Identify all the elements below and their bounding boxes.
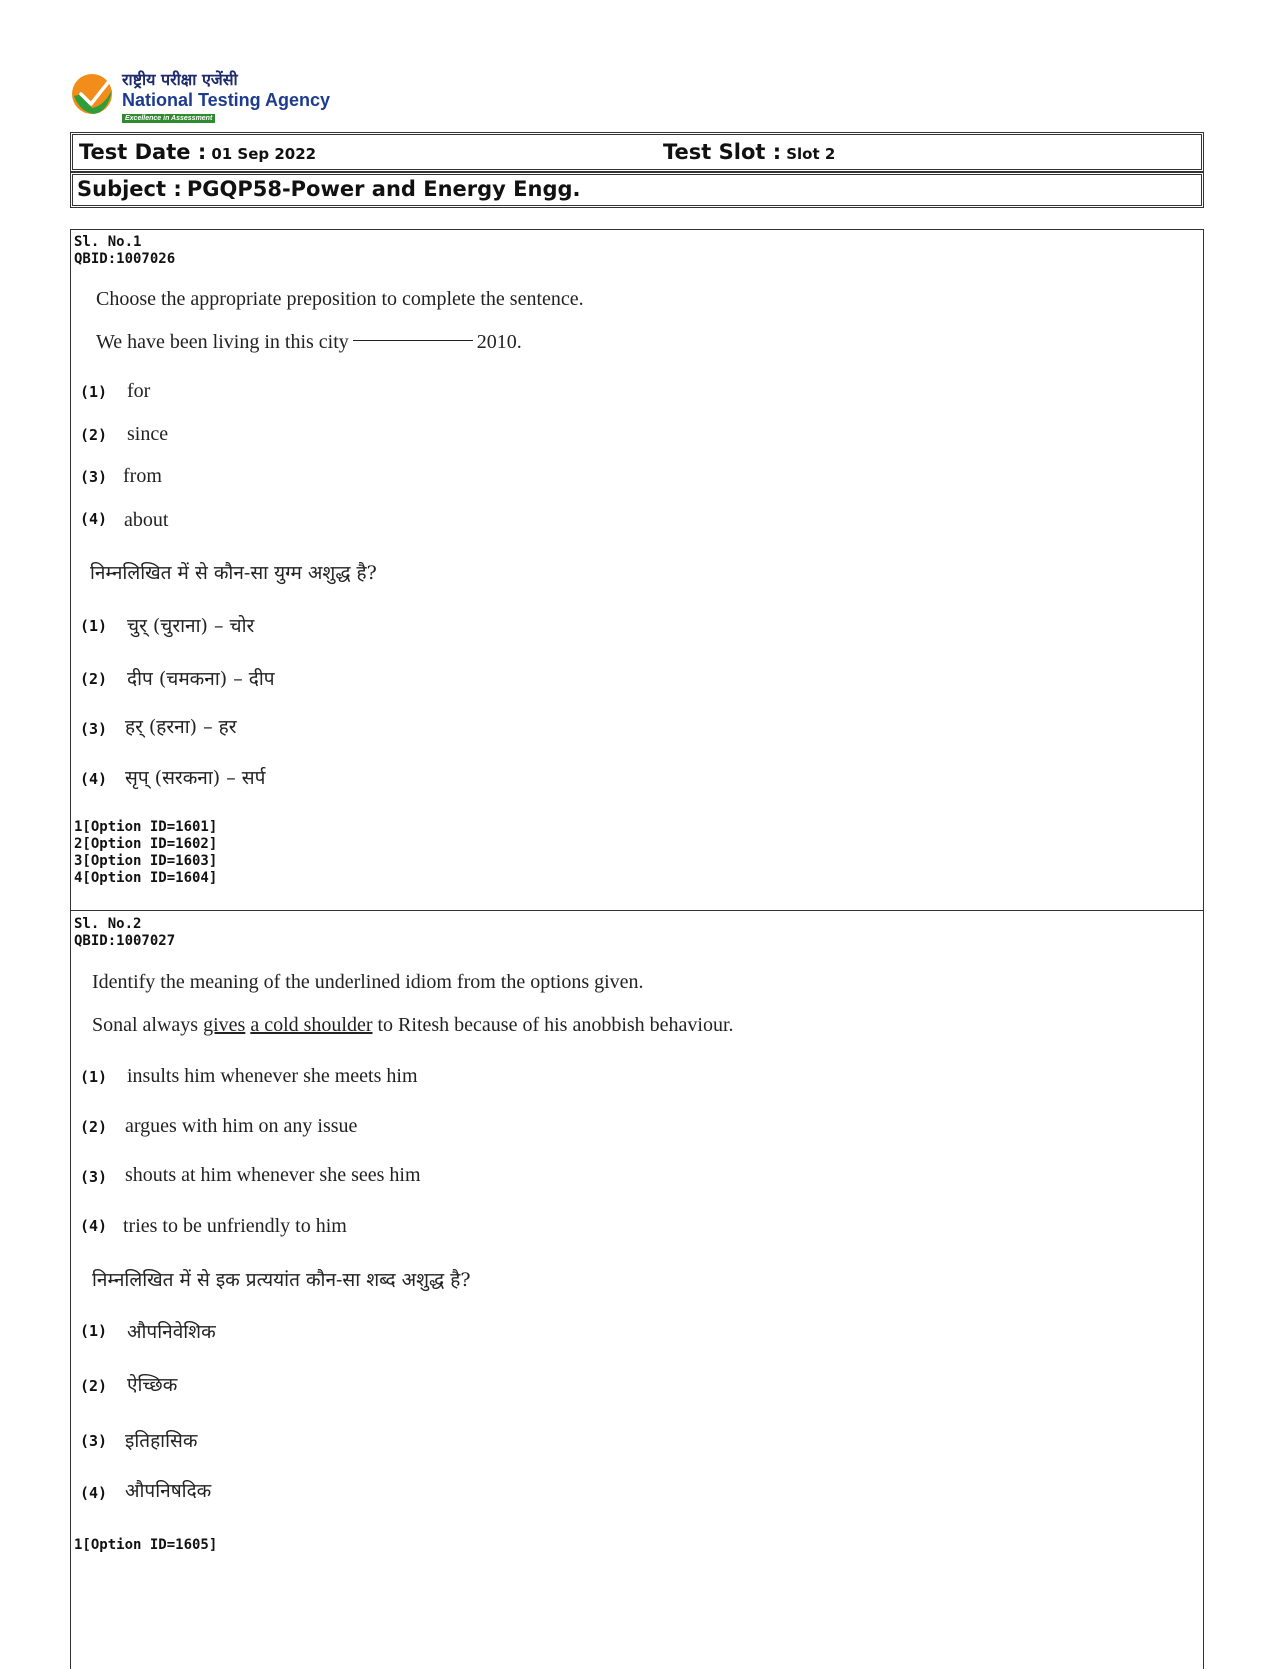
- q2-option-id-1: 1[Option ID=1605]: [74, 1537, 218, 1553]
- test-info-box: [70, 132, 1204, 172]
- test-slot: [663, 140, 835, 164]
- q2-en-opt4-num: (4): [80, 1217, 108, 1235]
- q2-hindi-stem: निम्नलिखित में से इक प्रत्ययांत कौन-सा शब्द अशुद्ध है?: [92, 1269, 471, 1291]
- q1-en-opt4-num: (4): [80, 510, 108, 528]
- subject-box: [70, 172, 1204, 208]
- q1-en-opt4-text: about: [124, 509, 169, 531]
- q2-sentence-end: to Ritesh because of his anobbish behaviour.: [377, 1014, 734, 1036]
- q1-hi-opt1-text: चुर् (चुराना) – चोर: [127, 615, 255, 637]
- test-slot-value: Slot 2: [786, 145, 836, 163]
- q1-english-sentence: [96, 331, 522, 354]
- q2-underlined-idiom: a cold shoulder: [250, 1014, 373, 1036]
- q2-sl-no: Sl. No.2: [74, 916, 142, 932]
- q2-en-opt2-num: (2): [80, 1118, 108, 1136]
- q1-hi-opt1-num: (1): [80, 617, 108, 635]
- question-frame: [70, 229, 1204, 1669]
- nta-checkmark-icon: [70, 72, 114, 116]
- q1-hi-opt2-num: (2): [80, 670, 108, 688]
- q2-english-sentence: [92, 1014, 734, 1037]
- q1-sentence-after: 2010.: [476, 331, 522, 353]
- q2-en-opt3-text: shouts at him whenever she sees him: [125, 1164, 421, 1186]
- q1-hindi-stem: निम्नलिखित में से कौन-सा युग्म अशुद्ध है?: [90, 562, 377, 584]
- q2-en-opt4-text: tries to be unfriendly to him: [123, 1215, 347, 1237]
- q2-en-opt1-num: (1): [80, 1068, 108, 1086]
- q2-hi-opt2-text: ऐच्छिक: [127, 1374, 178, 1396]
- logo-hindi-text: राष्ट्रीय परीक्षा एजेंसी: [122, 70, 238, 89]
- q1-en-opt2-text: since: [127, 423, 169, 445]
- q2-en-opt2-text: argues with him on any issue: [125, 1115, 358, 1137]
- q2-english-stem: Identify the meaning of the underlined idiom from the options given.: [92, 971, 644, 993]
- q1-sl-no: Sl. No.1: [74, 234, 142, 250]
- q2-qbid: QBID:1007027: [74, 933, 176, 949]
- q1-en-opt1-text: for: [127, 380, 151, 402]
- q1-qbid: QBID:1007026: [74, 251, 176, 267]
- nta-logo: [70, 68, 340, 124]
- logo-tagline: Excellence in Assessment: [122, 114, 215, 123]
- q2-en-opt1-text: insults him whenever she meets him: [127, 1065, 418, 1087]
- q2-hi-opt4-text: औपनिषदिक: [125, 1480, 212, 1502]
- subject: [77, 177, 581, 201]
- q2-hi-opt2-num: (2): [80, 1377, 108, 1395]
- question-divider: [70, 910, 1204, 911]
- test-date-value: 01 Sep 2022: [211, 145, 317, 163]
- q1-en-opt2-num: (2): [80, 426, 108, 444]
- q1-hi-opt3-num: (3): [80, 720, 108, 738]
- q1-sentence-before: We have been living in this city: [96, 331, 349, 353]
- test-date-label: Test Date :: [79, 140, 207, 164]
- subject-label: Subject :: [77, 177, 182, 201]
- q1-en-opt3-text: from: [123, 465, 162, 487]
- subject-value: PGQP58-Power and Energy Engg.: [186, 177, 581, 201]
- q2-en-opt3-num: (3): [80, 1168, 108, 1186]
- q2-hi-opt4-num: (4): [80, 1484, 108, 1502]
- q1-en-opt3-num: (3): [80, 468, 108, 486]
- q1-en-opt1-num: (1): [80, 383, 108, 401]
- q1-option-id-4: 4[Option ID=1604]: [74, 870, 218, 886]
- q1-hi-opt4-num: (4): [80, 770, 108, 788]
- test-slot-label: Test Slot :: [663, 140, 782, 164]
- q2-hi-opt1-num: (1): [80, 1322, 108, 1340]
- logo-english-text: National Testing Agency: [122, 90, 331, 110]
- q1-hi-opt2-text: दीप (चमकना) – दीप: [127, 668, 275, 690]
- q1-hi-opt4-text: सृप् (सरकना) – सर्प: [125, 767, 266, 789]
- q1-english-stem: Choose the appropriate preposition to complete the sentence.: [96, 288, 584, 310]
- q1-option-id-2: 2[Option ID=1602]: [74, 836, 218, 852]
- q2-sentence-start: Sonal always: [92, 1014, 199, 1036]
- q1-option-id-1: 1[Option ID=1601]: [74, 819, 218, 835]
- q2-hi-opt3-num: (3): [80, 1432, 108, 1450]
- q2-underlined-gives: gives: [203, 1014, 246, 1036]
- test-date: [79, 140, 316, 164]
- q1-option-id-3: 3[Option ID=1603]: [74, 853, 218, 869]
- q2-hi-opt3-text: इतिहासिक: [125, 1430, 198, 1452]
- q1-hi-opt3-text: हर् (हरना) – हर: [125, 716, 237, 738]
- q2-hi-opt1-text: औपनिवेशिक: [127, 1321, 216, 1343]
- q1-blank-line: [353, 340, 473, 341]
